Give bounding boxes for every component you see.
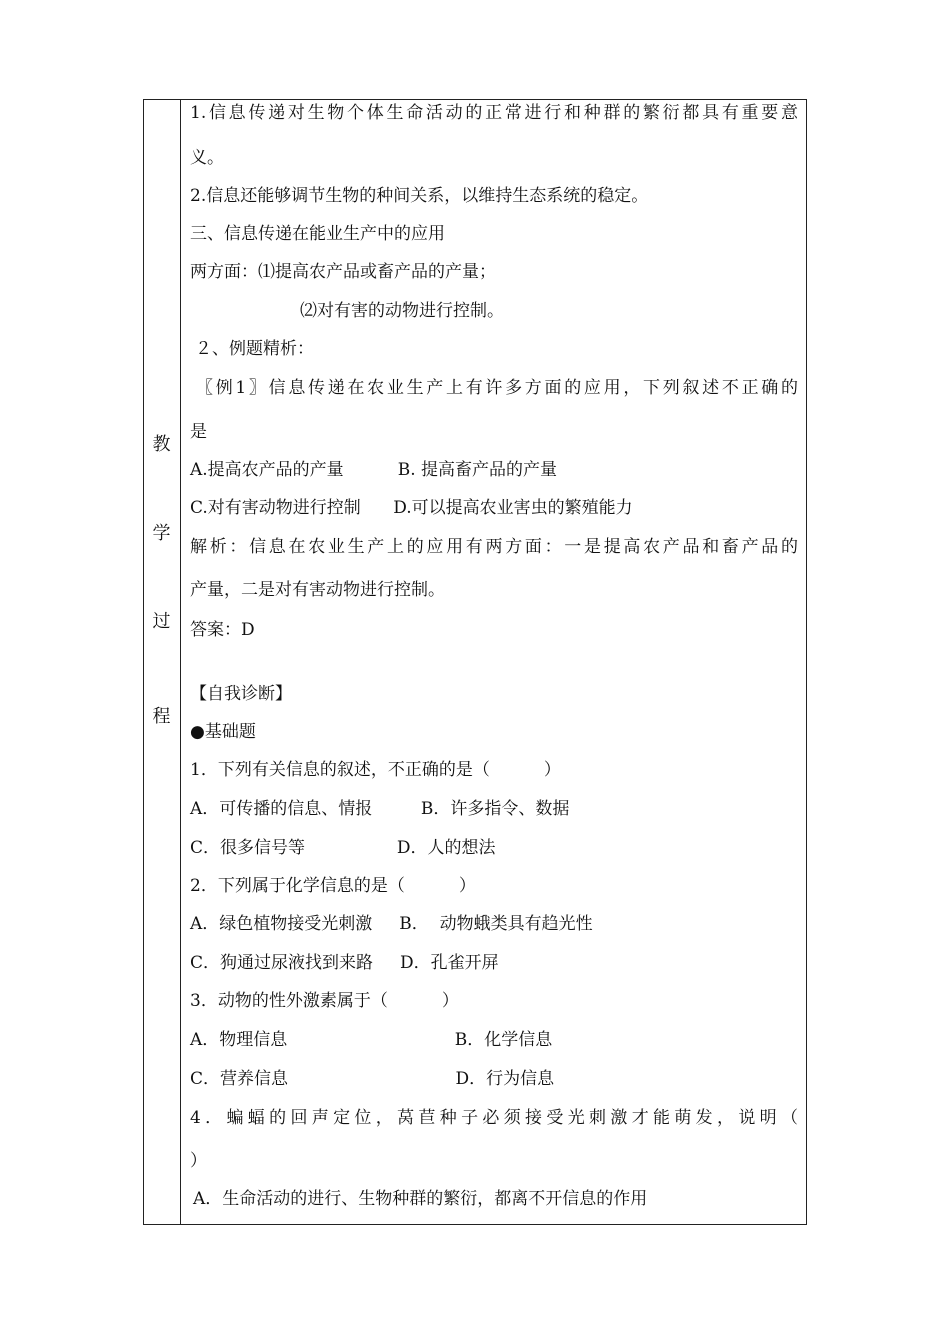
text-line: 2．下列属于化学信息的是（ ） (190, 876, 476, 896)
text-line: ⑵对有害的动物进行控制。 (300, 301, 504, 321)
text-line: C.对有害动物进行控制 D.可以提高农业害虫的繁殖能力 (190, 498, 633, 518)
text-line: 义。 (190, 148, 224, 168)
text-line: C．很多信号等 D．人的想法 (190, 838, 496, 858)
text-line: 两方面：⑴提高农产品或畜产品的产量； (190, 262, 496, 282)
text-line: ２、例题精析： (195, 339, 314, 359)
text-line: 4．蝙蝠的回声定位，莴苣种子必须接受光刺激才能萌发，说明（ (190, 1108, 798, 1128)
text-line: 【自我诊断】 (190, 684, 292, 704)
text-line: ） (190, 1151, 207, 1171)
text-line: 产量，二是对有害动物进行控制。 (190, 580, 445, 600)
text-line: A.提高农产品的产量 B. 提高畜产品的产量 (190, 460, 558, 480)
text-line: 1．下列有关信息的叙述，不正确的是（ ） (190, 760, 561, 780)
side-label-char: 教 (152, 434, 171, 455)
text-line: 解析：信息在农业生产上的应用有两方面：一是提高农产品和畜产品的 (190, 537, 798, 557)
text-line: 1.信息传递对生物个体生命活动的正常进行和种群的繁衍都具有重要意 (190, 103, 798, 123)
text-line: 是 (190, 422, 207, 442)
text-line: C．狗通过尿液找到来路 D．孔雀开屏 (190, 953, 499, 973)
column-divider (180, 99, 181, 1225)
text-line: A．物理信息 B．化学信息 (190, 1030, 553, 1050)
text-line: C．营养信息 D．行为信息 (190, 1069, 555, 1089)
text-line: 〖例1〗信息传递在农业生产上有许多方面的应用，下列叙述不正确的 (196, 378, 798, 398)
text-line: A．生命活动的进行、生物种群的繁衍，都离不开信息的作用 (193, 1189, 648, 1209)
text-line: A．绿色植物接受光刺激 B． 动物蛾类具有趋光性 (190, 914, 593, 934)
side-label-char: 学 (152, 523, 171, 544)
side-label-char: 过 (152, 611, 171, 632)
text-line: 三、信息传递在能业生产中的应用 (190, 224, 445, 244)
text-line: 2.信息还能够调节生物的种间关系，以维持生态系统的稳定。 (190, 186, 649, 206)
text-line: 3．动物的性外激素属于（ ） (190, 991, 459, 1011)
text-line: ●基础题 (190, 722, 256, 742)
text-line: A．可传播的信息、情报 B．许多指令、数据 (190, 799, 570, 819)
text-line: 答案：D (190, 620, 255, 640)
side-label-char: 程 (152, 706, 171, 727)
